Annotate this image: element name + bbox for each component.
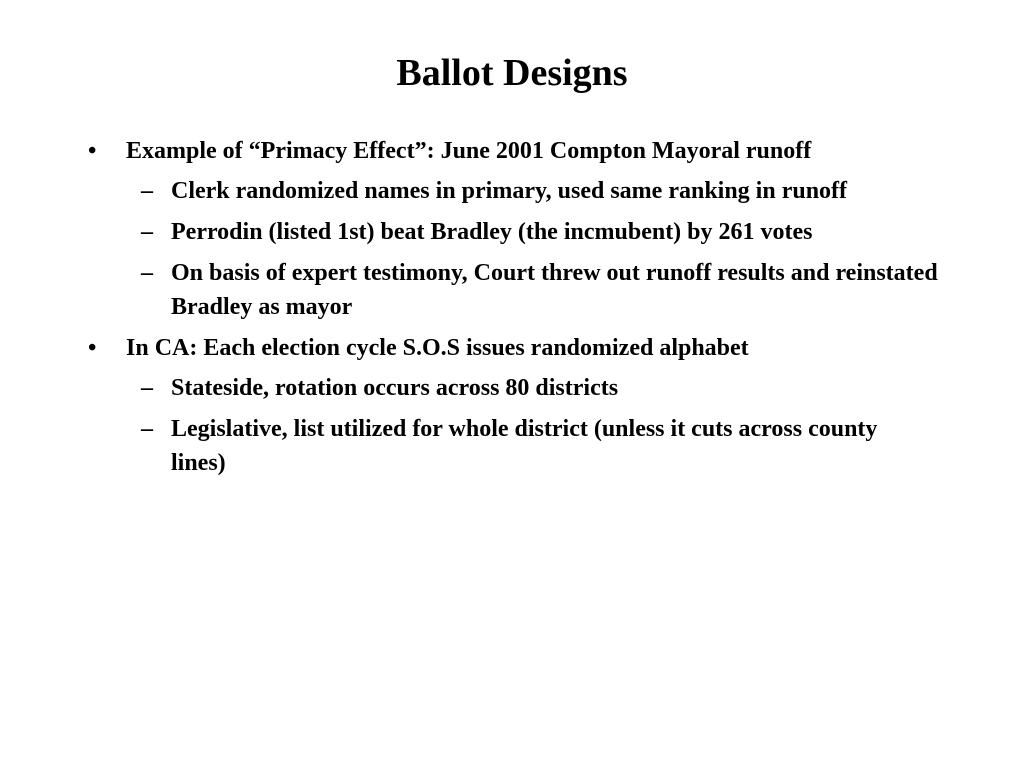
- sub-bullet-text: Clerk randomized names in primary, used same ranking in runoff: [171, 178, 848, 204]
- sub-bullet-list: [126, 371, 938, 480]
- dash-marker: –: [141, 178, 153, 204]
- bullet-item: [88, 134, 938, 324]
- dash-marker: –: [141, 375, 153, 401]
- dash-marker: –: [141, 260, 153, 286]
- bullet-marker: •: [88, 138, 97, 164]
- dash-marker: –: [141, 416, 153, 442]
- sub-bullet-list: [126, 174, 938, 324]
- bullet-list: [88, 134, 938, 487]
- bullet-marker: •: [88, 335, 97, 361]
- sub-bullet-item: [126, 256, 938, 324]
- sub-bullet-item: [126, 174, 938, 208]
- sub-bullet-text: Legislative, list utilized for whole district (unless it cuts across county lines): [171, 416, 878, 476]
- bullet-item: [88, 331, 938, 480]
- sub-bullet-item: [126, 412, 938, 480]
- sub-bullet-item: [126, 371, 938, 405]
- dash-marker: –: [141, 219, 153, 245]
- bullet-text: Example of “Primacy Effect”: June 2001 Compton Mayoral runoff: [126, 138, 812, 164]
- bullet-text: In CA: Each election cycle S.O.S issues randomized alphabet: [126, 335, 749, 361]
- sub-bullet-text: Perrodin (listed 1st) beat Bradley (the incmubent) by 261 votes: [171, 219, 813, 245]
- sub-bullet-item: [126, 215, 938, 249]
- sub-bullet-text: Stateside, rotation occurs across 80 districts: [171, 375, 619, 401]
- sub-bullet-text: On basis of expert testimony, Court threw out runoff results and reinstated Bradley as mayor: [171, 260, 938, 320]
- slide-title: Ballot Designs: [396, 52, 628, 94]
